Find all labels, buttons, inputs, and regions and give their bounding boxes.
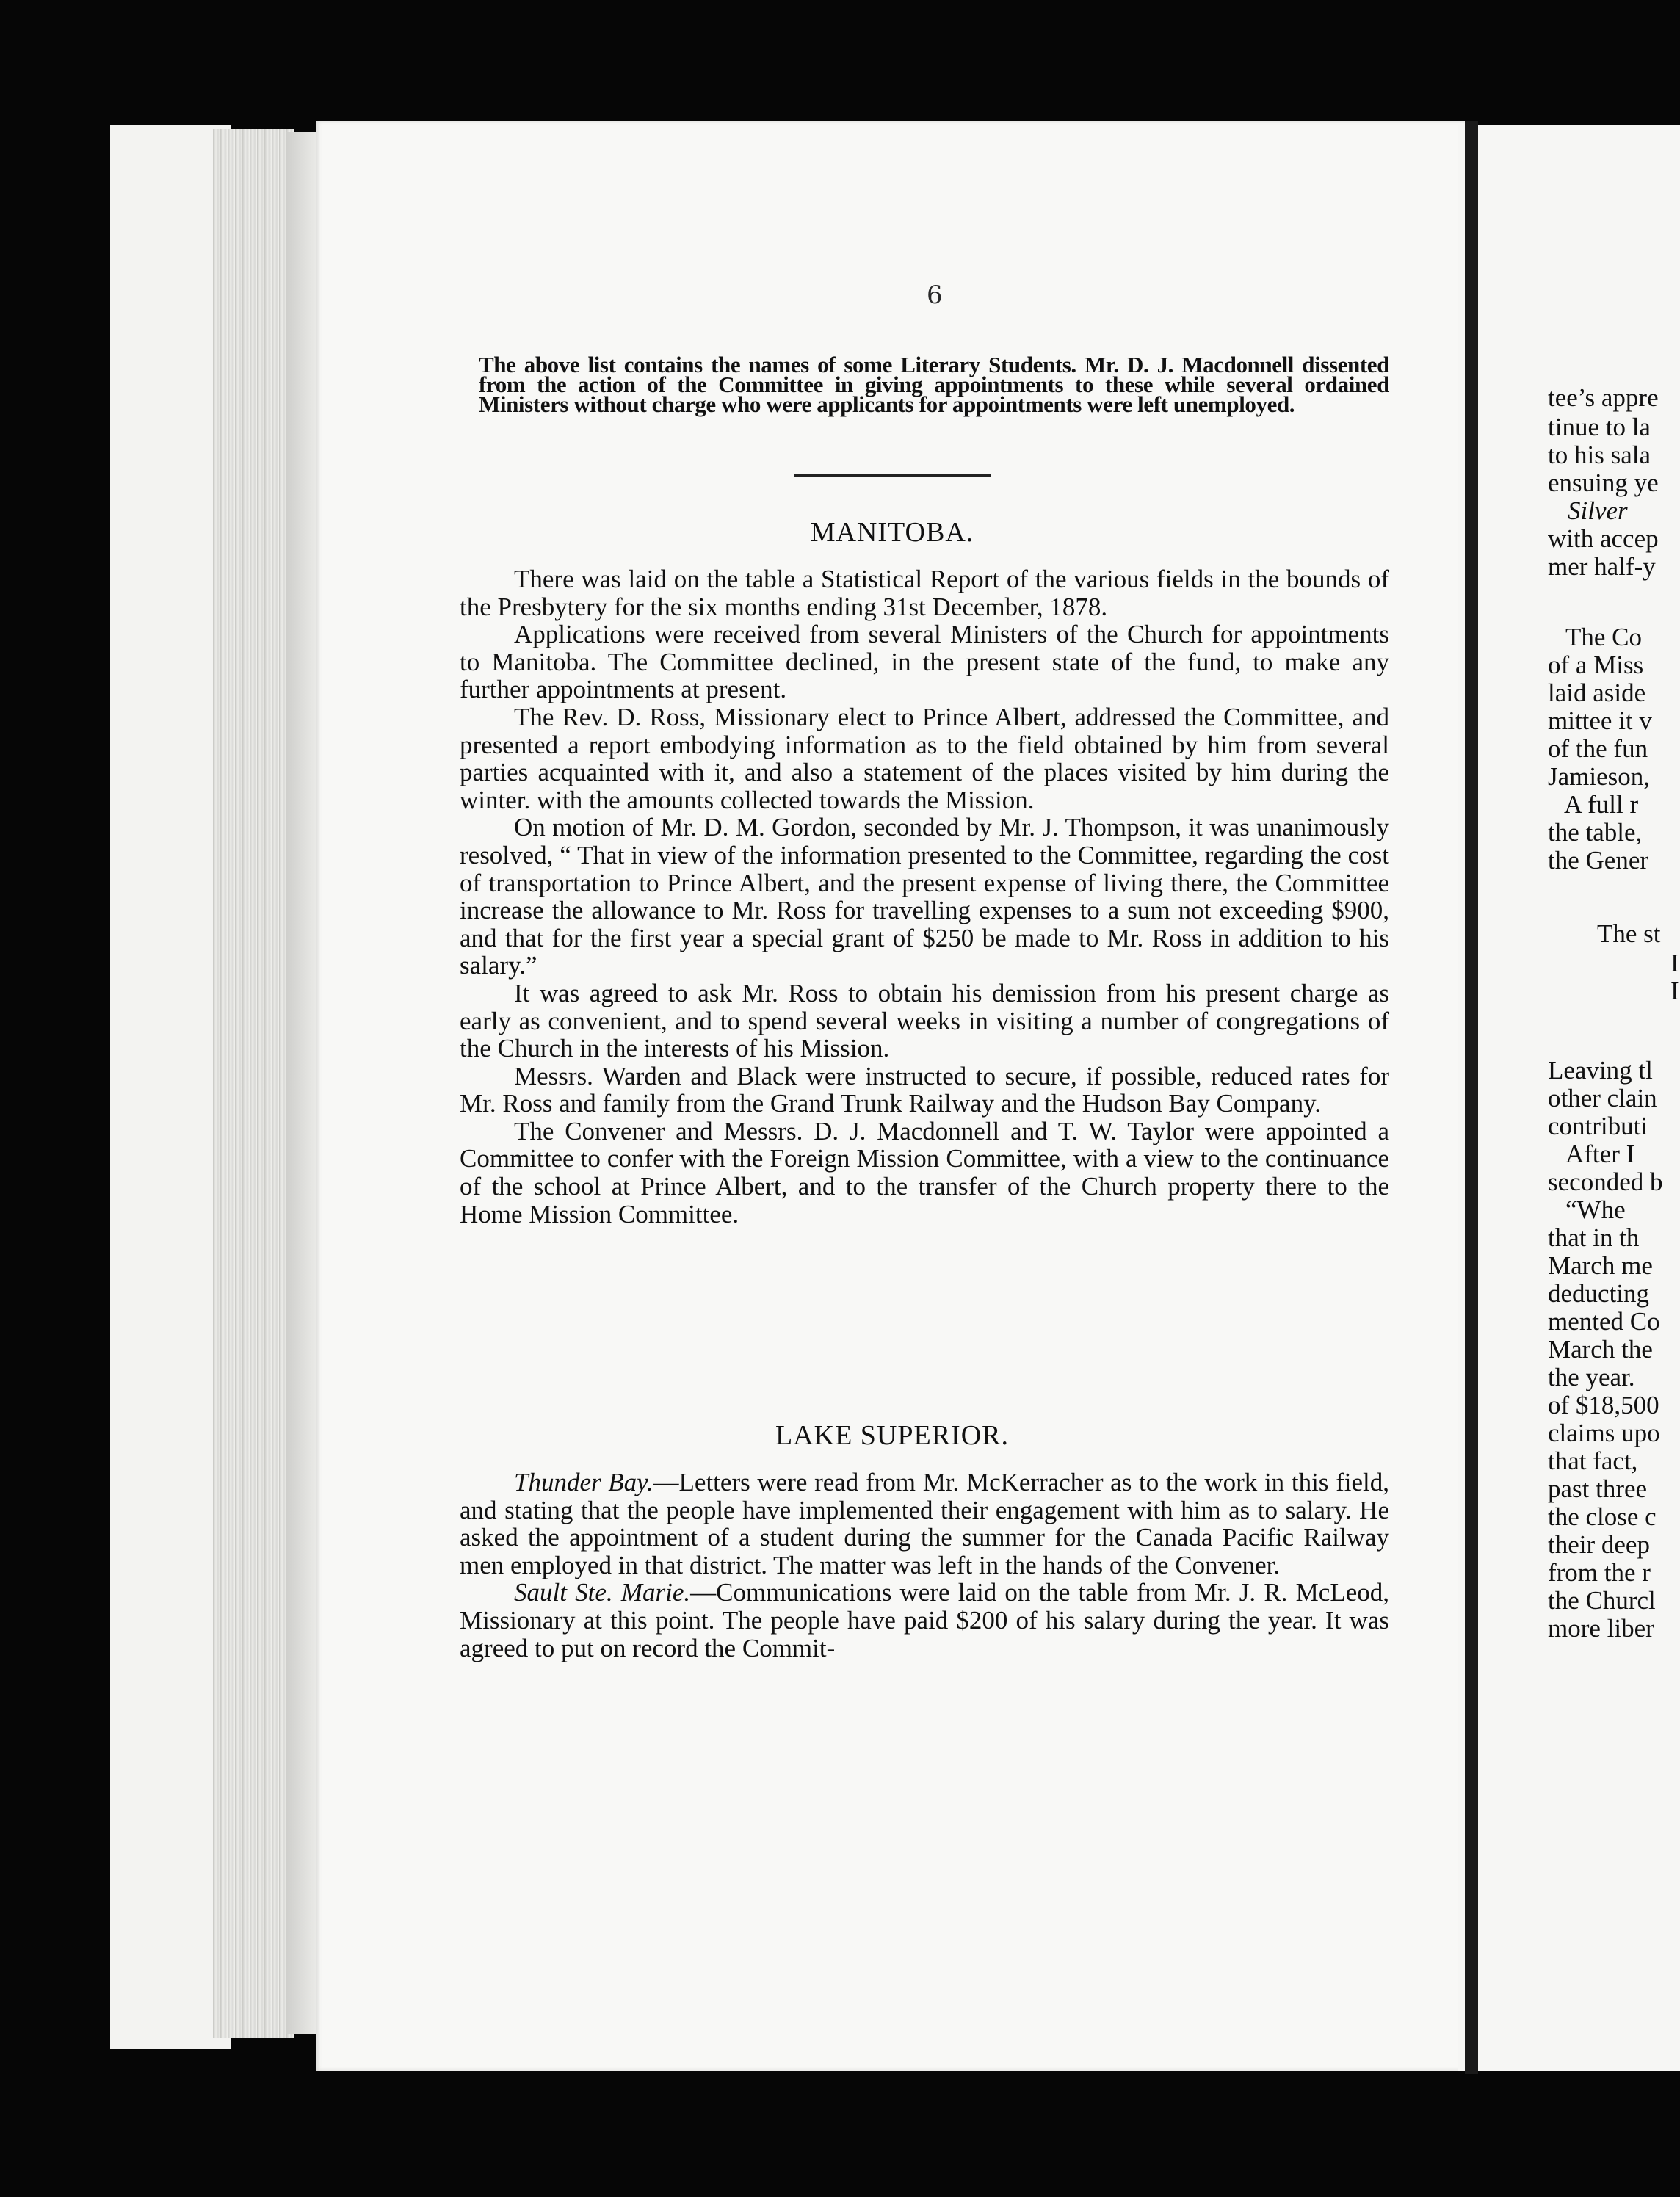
manitoba-paragraph-2: Applications were received from several Ministers of the Church for appointments to Manitoba. The Committee declined, in the present state of the fund, to make any further appointments at present. bbox=[460, 620, 1389, 704]
right-page-line: from the r bbox=[1548, 1558, 1651, 1587]
thunder-bay-paragraph bbox=[460, 1469, 1389, 1579]
right-page-line: of $18,500 bbox=[1548, 1391, 1659, 1419]
lake-superior-section bbox=[460, 1469, 1389, 1662]
manitoba-section bbox=[460, 565, 1389, 1228]
right-page-line: March me bbox=[1548, 1251, 1653, 1280]
manitoba-paragraph-1: There was laid on the table a Statistical Report of the various fields in the bounds of the Presbytery for the six months ending 31st December, 1878. bbox=[460, 565, 1389, 621]
right-page-line: more liber bbox=[1548, 1614, 1654, 1643]
right-page-line: March the bbox=[1548, 1335, 1653, 1364]
right-page-line: laid aside bbox=[1548, 678, 1646, 707]
right-page-line: After I bbox=[1565, 1140, 1635, 1168]
right-page-line: the Churcl bbox=[1548, 1586, 1656, 1615]
right-page-line: Silver bbox=[1568, 496, 1628, 525]
sault-ste-marie-text: —Communications were laid on the table from Mr. J. R. McLeod, Missionary at this point. The people have paid $200 of his salary during the year. It was agreed to put on record the Commit- bbox=[460, 1578, 1389, 1662]
right-page-line: tinue to la bbox=[1548, 413, 1651, 441]
right-page-line: that in th bbox=[1548, 1223, 1640, 1252]
right-page-line: of a Miss bbox=[1548, 651, 1644, 679]
right-page-line: deducting bbox=[1548, 1279, 1650, 1308]
right-page-line: the Gener bbox=[1548, 846, 1649, 875]
right-page-line: the year. bbox=[1548, 1363, 1635, 1391]
manitoba-paragraph-5: It was agreed to ask Mr. Ross to obtain his demission from his present charge as early as convenient, and to spend several weeks in visiting a number of congregations of the Church in the interests of his Mission. bbox=[460, 978, 1389, 1063]
right-page-line: A full r bbox=[1564, 790, 1639, 819]
right-page-line: I bbox=[1670, 949, 1679, 977]
right-page-line: mer half-y bbox=[1548, 552, 1656, 581]
right-page-line: claims upo bbox=[1548, 1419, 1660, 1447]
book-spine bbox=[1465, 121, 1478, 2074]
right-page-line: their deep bbox=[1548, 1530, 1650, 1559]
right-page-line: Leaving tl bbox=[1548, 1056, 1653, 1085]
right-page-line: contributi bbox=[1548, 1112, 1648, 1140]
right-page-line: Jamieson, bbox=[1548, 762, 1651, 791]
manitoba-paragraph-3: The Rev. D. Ross, Missionary elect to Prince Albert, addressed the Committee, and presented a report embodying information as to the field obtained by him from several parties acquainted with it, and also a statement of the places visited by him during the winter. with the amounts collected towards the Mission. bbox=[460, 702, 1389, 814]
right-page-line: that fact, bbox=[1548, 1447, 1638, 1475]
right-page-line: “Whe bbox=[1565, 1195, 1626, 1224]
right-page-line: I bbox=[1670, 977, 1679, 1005]
manitoba-heading: MANITOBA. bbox=[810, 517, 974, 548]
right-page-line: with accep bbox=[1548, 524, 1659, 553]
right-page-line: seconded b bbox=[1548, 1168, 1663, 1196]
thunder-bay-text: —Letters were read from Mr. McKerracher as to the work in this field, and stating that the people have implemented their engagement with him as to salary. He asked the appointment of a student during the summer for the Canada Pacific Railway men employed in that district. The matter was left in the hands of the Convener. bbox=[460, 1468, 1389, 1579]
right-page-line: The Co bbox=[1565, 623, 1643, 651]
page-number: 6 bbox=[927, 280, 943, 310]
right-page-line: the table, bbox=[1548, 818, 1643, 847]
right-page-line: tee’s appre bbox=[1548, 383, 1659, 412]
manitoba-paragraph-4: On motion of Mr. D. M. Gordon, seconded by Mr. J. Thompson, it was unanimously resolved, “ That in view of the information presented to the Committee, regarding the cost of transportation to Prince Albert, and the present expense of living there, the Committee increase the allowance to Mr. Ross for travelling expenses to a sum not exceeding $900, and that for the first year a special grant of $250 be made to Mr. Ross in addition to his salary.” bbox=[460, 813, 1389, 980]
right-page-line: past three bbox=[1548, 1474, 1648, 1503]
right-page-line: other clain bbox=[1548, 1084, 1657, 1112]
thunder-bay-label: Thunder Bay. bbox=[514, 1468, 653, 1496]
manitoba-paragraph-7: The Convener and Messrs. D. J. Macdonnell and T. W. Taylor were appointed a Committee to confer with the Foreign Mission Committee, with a view to the continuance of the school at Prince Albert, and to the transfer of the Church property there to the Home Mission Committee. bbox=[460, 1116, 1389, 1228]
sault-ste-marie-label: Sault Ste. Marie. bbox=[514, 1578, 691, 1607]
right-page-line: the close c bbox=[1548, 1502, 1657, 1531]
right-page-line: of the fun bbox=[1548, 734, 1648, 763]
right-page-line: to his sala bbox=[1548, 441, 1651, 469]
right-page-line: mittee it v bbox=[1548, 706, 1652, 735]
right-page-line: The st bbox=[1597, 919, 1661, 948]
literary-students-note: The above list contains the names of some Literary Students. Mr. D. J. Macdonnell dissented from the action of the Committee in giving appointments to these while several ordained Ministers without charge who were applicants for appointments were left unemployed. bbox=[479, 352, 1389, 417]
right-page-line: mented Co bbox=[1548, 1307, 1660, 1336]
lake-superior-heading: LAKE SUPERIOR. bbox=[775, 1420, 1010, 1451]
section-divider bbox=[794, 474, 991, 477]
sault-ste-marie-paragraph bbox=[460, 1579, 1389, 1662]
page-stack-layers bbox=[213, 129, 294, 2038]
right-page-line: ensuing ye bbox=[1548, 468, 1659, 497]
manitoba-paragraph-6: Messrs. Warden and Black were instructed to secure, if possible, reduced rates for Mr. Ross and family from the Grand Trunk Railway and the Hudson Bay Company. bbox=[460, 1061, 1389, 1118]
